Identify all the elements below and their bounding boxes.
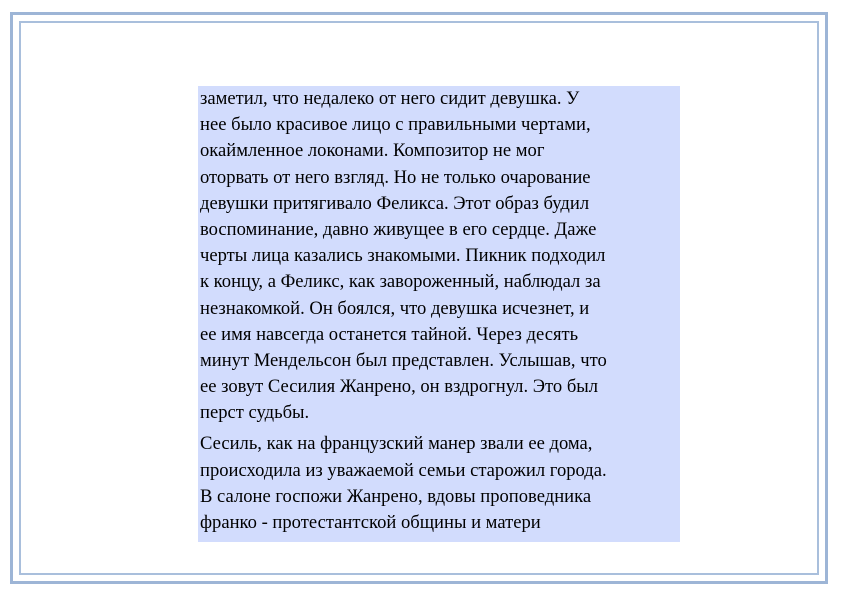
text-line: девушки притягивало Феликса. Этот образ будил	[200, 192, 590, 214]
text-line: воспоминание, давно живущее в его сердце. Даже	[200, 218, 597, 240]
text-line: к концу, а Феликс, как завороженный, наблюдал за	[200, 271, 601, 293]
text-line: В салоне госпожи Жанрено, вдовы проповедника	[200, 485, 592, 507]
text-line: ее имя навсегда останется тайной. Через десять	[200, 323, 579, 345]
paragraph-1	[200, 86, 680, 426]
text-line: ее зовут Сесилия Жанрено, он вздрогнул. Это был	[200, 376, 599, 398]
text-line: оторвать от него взгляд. Но не только очарование	[200, 166, 591, 188]
text-line: черты лица казались знакомыми. Пикник подходил	[200, 245, 606, 267]
text-line: Сесиль, как на французский манер звали ее дома,	[200, 433, 593, 455]
text-line: перст судьбы.	[200, 402, 310, 424]
text-box	[198, 86, 680, 542]
text-line: франко - протестантской общины и матери	[200, 512, 541, 533]
text-line: окаймленное локонами. Композитор не мог	[200, 140, 545, 162]
text-line: нее было красивое лицо с правильными чертами,	[200, 114, 591, 136]
paragraph-2	[200, 431, 680, 536]
text-line: незнакомкой. Он боялся, что девушка исчезнет, и	[200, 297, 590, 319]
text-line: заметил, что недалеко от него сидит девушка. У	[200, 88, 580, 109]
text-line: происходила из уважаемой семьи старожил города.	[200, 459, 607, 481]
text-line: минут Мендельсон был представлен. Услышав, что	[200, 349, 607, 371]
